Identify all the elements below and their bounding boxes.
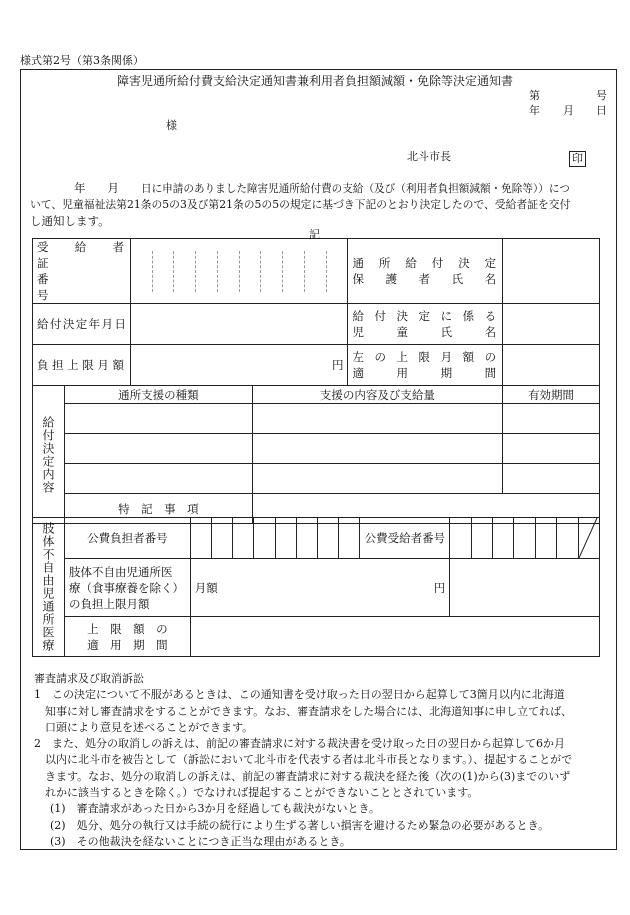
period-field[interactable] (503, 345, 600, 386)
support-content-cell[interactable] (252, 464, 502, 494)
guardian-field[interactable] (503, 239, 600, 304)
intro-paragraph (30, 180, 610, 229)
service-type-cell[interactable] (64, 464, 252, 494)
payer-no-field[interactable] (190, 518, 360, 559)
valid-period-cell[interactable] (503, 464, 600, 494)
col-support-content: 支援の内容及び支給量 (252, 386, 502, 404)
document-title: 障害児通所給付費支給決定通知書兼利用者負担額減額・免除等決定通知書 (116, 74, 513, 88)
child-name-label: 給付決定に係る 児童氏名 (348, 304, 503, 345)
valid-period-cell[interactable] (503, 404, 600, 434)
col-valid-period: 有効期間 (503, 386, 600, 404)
ki-label: 記 (309, 228, 320, 241)
note-1-line-3: 口頭により意見を述べることができます。 (45, 720, 254, 734)
child-name-field[interactable] (503, 304, 600, 345)
period-label: 左の上限月額の 適用期間 (348, 345, 503, 386)
date-day: 日 (596, 104, 607, 117)
upper-limit-field[interactable] (130, 345, 348, 386)
note-2-line-3: きます。なお、処分の取消しの訴えは、前記の審査請求に対する裁決を経た後（次の(1)から(3)までのいず (45, 769, 571, 783)
form-number: 様式第2号（第3条関係） (20, 54, 144, 67)
note-2-line-4: れかに該当するときを除く。）でなければ提起することができないこととされています。 (45, 786, 479, 800)
sub-note-2: (2) 処分、処分の執行又は手続の続行により生ずる著しい損害を避けるため緊急の必要があるとき。 (50, 818, 550, 832)
number-go: 号 (596, 89, 607, 102)
medical-section: 肢体不自由児通所医療 (33, 518, 65, 657)
monthly-label: 月額 (194, 580, 218, 595)
note-1-line-1: 1 この決定について不服があるときは、この通知書を受け取った日の翌日から起算して3箇月以内に北海道 (34, 688, 565, 702)
seal-mark: 印 (569, 147, 586, 167)
intro-line1: 日に申請のありました障害児通所給付費の支給（及び（利用者負担額減額・免除等））につ (141, 183, 570, 195)
recipient-no-field[interactable] (130, 239, 348, 304)
date-year: 年 (529, 104, 540, 117)
payer-no-label: 公費負担者番号 (64, 518, 190, 559)
sub-note-3: (3) その他裁決を経ないことにつき正当な理由があるとき。 (50, 834, 351, 848)
note-1-line-2: 知事に対し審査請求をすることができます。なお、審査請求をした場合には、北海道知事に申し立てれば、 (45, 704, 573, 718)
upper-limit-label: 負担上限月額 (33, 345, 131, 386)
service-type-cell[interactable] (64, 404, 252, 434)
support-content-cell[interactable] (252, 434, 502, 464)
decision-date-label: 給付決定年月日 (33, 304, 131, 345)
service-type-cell[interactable] (64, 434, 252, 464)
limit-period-field[interactable] (190, 617, 599, 657)
monthly-yen: 円 (433, 580, 446, 595)
limit-period-label: 上 限 額 の 適 用 期 間 (64, 617, 190, 657)
medical-care-table (32, 517, 600, 657)
note-2-line-2: 以内に北斗市を被告として（訴訟において北斗市を代表する者は北斗市長となります。）、提起することがで (45, 753, 573, 767)
medical-limit-field[interactable] (190, 559, 450, 617)
col-service-type: 通所支援の種類 (64, 386, 252, 404)
benefit-decision-table (32, 238, 600, 524)
number-dai: 第 (529, 89, 540, 102)
public-recipient-no-field[interactable] (450, 518, 600, 559)
notes-heading: 審査請求及び取消訴訟 (34, 672, 144, 685)
recipient-no-label: 受 給 者 証 番 号 (33, 239, 131, 304)
strike-line (577, 518, 599, 558)
upper-limit-yen: 円 (331, 358, 344, 372)
appeal-notes (34, 671, 614, 850)
intro-year: 年 (74, 181, 86, 195)
intro-month: 月 (107, 181, 119, 195)
benefit-content-section: 給付決定内容 (33, 386, 65, 524)
intro-line2: いて、児童福祉法第21条の5の3及び第21条の5の5の規定に基づき下記のとおり決定したので、受給者証を交付 (30, 198, 571, 211)
guardian-label: 通所給付決定 保護者氏名 (348, 239, 503, 304)
date-month: 月 (563, 104, 574, 117)
decision-date-field[interactable] (130, 304, 348, 345)
sub-note-1: (1) 審査請求があった日から3か月を経過しても裁決がないとき。 (50, 802, 381, 816)
valid-period-cell[interactable] (503, 434, 600, 464)
intro-line3: し通知します。 (30, 214, 110, 228)
recipient-no-label: 公費受給者番号 (360, 518, 450, 559)
medical-limit-label: 肢体不自由児通所医 療（食事療養を除く） の負担上限月額 (64, 559, 190, 617)
note-2-line-1: 2 また、処分の取消しの訴えは、前記の審査請求に対する裁決書を受け取った日の翌日から起算して6か月 (34, 737, 565, 751)
recipient-suffix: 様 (166, 119, 177, 132)
special-notes-label: 特 記 事 項 (64, 494, 252, 524)
issuer-name: 北斗市長 (407, 150, 451, 163)
support-content-cell[interactable] (252, 404, 502, 434)
medical-limit-extra (450, 559, 600, 617)
